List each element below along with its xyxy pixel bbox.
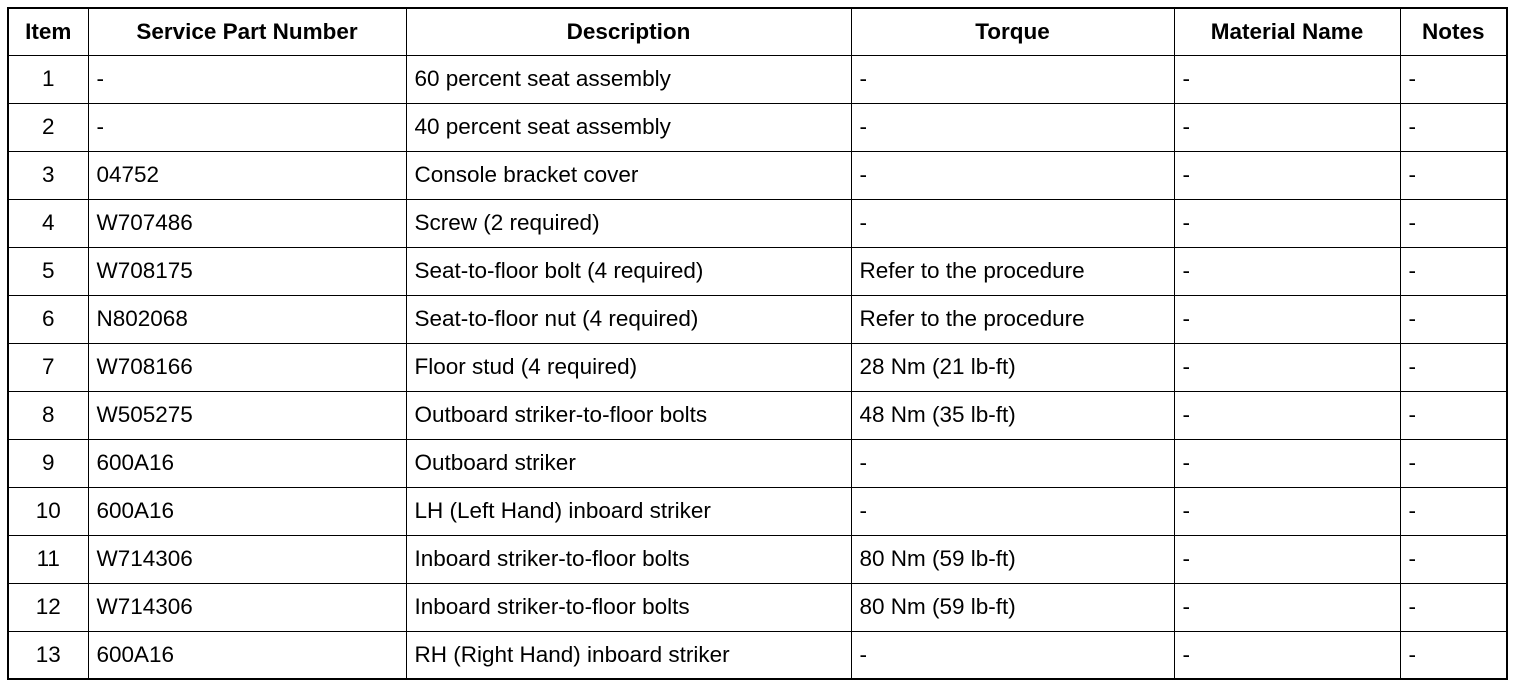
cell-service-part-number: W505275 xyxy=(88,391,406,439)
cell-notes: - xyxy=(1400,55,1507,103)
cell-material-name: - xyxy=(1174,151,1400,199)
cell-material-name: - xyxy=(1174,391,1400,439)
cell-item: 13 xyxy=(8,631,88,679)
cell-notes: - xyxy=(1400,247,1507,295)
cell-item: 10 xyxy=(8,487,88,535)
cell-material-name: - xyxy=(1174,583,1400,631)
column-header-torque: Torque xyxy=(851,8,1174,55)
cell-description: 60 percent seat assembly xyxy=(406,55,851,103)
cell-notes: - xyxy=(1400,535,1507,583)
cell-torque: - xyxy=(851,439,1174,487)
cell-material-name: - xyxy=(1174,295,1400,343)
cell-description: Inboard striker-to-floor bolts xyxy=(406,583,851,631)
table-row xyxy=(8,439,1507,487)
table-row xyxy=(8,151,1507,199)
cell-notes: - xyxy=(1400,343,1507,391)
cell-description: Inboard striker-to-floor bolts xyxy=(406,535,851,583)
cell-description: Outboard striker-to-floor bolts xyxy=(406,391,851,439)
cell-service-part-number: W708175 xyxy=(88,247,406,295)
cell-item: 2 xyxy=(8,103,88,151)
cell-material-name: - xyxy=(1174,631,1400,679)
cell-material-name: - xyxy=(1174,247,1400,295)
cell-notes: - xyxy=(1400,439,1507,487)
cell-service-part-number: - xyxy=(88,103,406,151)
cell-torque: 80 Nm (59 lb-ft) xyxy=(851,535,1174,583)
cell-service-part-number: W707486 xyxy=(88,199,406,247)
table-row xyxy=(8,199,1507,247)
cell-material-name: - xyxy=(1174,103,1400,151)
cell-item: 3 xyxy=(8,151,88,199)
cell-service-part-number: 600A16 xyxy=(88,439,406,487)
cell-description: Seat-to-floor bolt (4 required) xyxy=(406,247,851,295)
cell-notes: - xyxy=(1400,583,1507,631)
cell-description: 40 percent seat assembly xyxy=(406,103,851,151)
cell-service-part-number: 600A16 xyxy=(88,631,406,679)
cell-item: 1 xyxy=(8,55,88,103)
column-header-notes: Notes xyxy=(1400,8,1507,55)
table-row xyxy=(8,487,1507,535)
cell-material-name: - xyxy=(1174,439,1400,487)
cell-item: 8 xyxy=(8,391,88,439)
cell-notes: - xyxy=(1400,295,1507,343)
cell-description: RH (Right Hand) inboard striker xyxy=(406,631,851,679)
cell-description: Outboard striker xyxy=(406,439,851,487)
table-row xyxy=(8,631,1507,679)
cell-torque: - xyxy=(851,631,1174,679)
cell-torque: 80 Nm (59 lb-ft) xyxy=(851,583,1174,631)
cell-material-name: - xyxy=(1174,535,1400,583)
table-body xyxy=(8,55,1507,679)
cell-item: 6 xyxy=(8,295,88,343)
table-row xyxy=(8,55,1507,103)
cell-torque: - xyxy=(851,103,1174,151)
cell-service-part-number: W714306 xyxy=(88,535,406,583)
column-header-description: Description xyxy=(406,8,851,55)
table-row xyxy=(8,343,1507,391)
cell-service-part-number: W708166 xyxy=(88,343,406,391)
cell-torque: Refer to the procedure xyxy=(851,295,1174,343)
cell-torque: 48 Nm (35 lb-ft) xyxy=(851,391,1174,439)
cell-description: Screw (2 required) xyxy=(406,199,851,247)
cell-notes: - xyxy=(1400,199,1507,247)
cell-description: Console bracket cover xyxy=(406,151,851,199)
cell-material-name: - xyxy=(1174,343,1400,391)
cell-notes: - xyxy=(1400,631,1507,679)
table-row xyxy=(8,295,1507,343)
cell-item: 7 xyxy=(8,343,88,391)
cell-description: Seat-to-floor nut (4 required) xyxy=(406,295,851,343)
cell-torque: - xyxy=(851,151,1174,199)
cell-material-name: - xyxy=(1174,487,1400,535)
cell-torque: - xyxy=(851,487,1174,535)
cell-notes: - xyxy=(1400,103,1507,151)
cell-torque: Refer to the procedure xyxy=(851,247,1174,295)
cell-service-part-number: N802068 xyxy=(88,295,406,343)
cell-notes: - xyxy=(1400,391,1507,439)
cell-torque: 28 Nm (21 lb-ft) xyxy=(851,343,1174,391)
cell-service-part-number: 04752 xyxy=(88,151,406,199)
cell-service-part-number: - xyxy=(88,55,406,103)
cell-service-part-number: 600A16 xyxy=(88,487,406,535)
table-header-row xyxy=(8,8,1507,55)
table-row xyxy=(8,583,1507,631)
column-header-item: Item xyxy=(8,8,88,55)
cell-description: LH (Left Hand) inboard striker xyxy=(406,487,851,535)
cell-item: 5 xyxy=(8,247,88,295)
cell-service-part-number: W714306 xyxy=(88,583,406,631)
cell-material-name: - xyxy=(1174,55,1400,103)
column-header-material-name: Material Name xyxy=(1174,8,1400,55)
cell-item: 9 xyxy=(8,439,88,487)
table-row xyxy=(8,391,1507,439)
cell-item: 12 xyxy=(8,583,88,631)
cell-torque: - xyxy=(851,199,1174,247)
cell-notes: - xyxy=(1400,151,1507,199)
cell-item: 4 xyxy=(8,199,88,247)
column-header-service-part-number: Service Part Number xyxy=(88,8,406,55)
table-row xyxy=(8,535,1507,583)
cell-notes: - xyxy=(1400,487,1507,535)
cell-description: Floor stud (4 required) xyxy=(406,343,851,391)
table-row xyxy=(8,247,1507,295)
cell-material-name: - xyxy=(1174,199,1400,247)
parts-table xyxy=(7,7,1508,680)
cell-torque: - xyxy=(851,55,1174,103)
cell-item: 11 xyxy=(8,535,88,583)
table-row xyxy=(8,103,1507,151)
